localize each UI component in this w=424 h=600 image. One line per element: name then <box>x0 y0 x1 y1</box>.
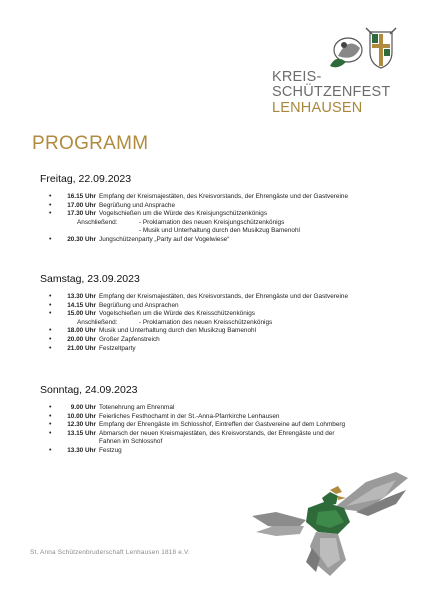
subline-label: Anschließend: <box>77 318 118 326</box>
schedule-item <box>58 202 400 211</box>
schedule-time: 13.30 Uhr <box>67 293 96 300</box>
schedule-subline <box>40 227 400 236</box>
day-heading: Samstag, 23.09.2023 <box>40 273 140 285</box>
schedule-item <box>58 413 400 422</box>
schedule-text: Totenehrung am Ehrenmal <box>99 404 175 411</box>
day-section-sunday <box>40 384 400 456</box>
schedule-text: Feierliches Festhochamt in der St.-Anna-Pfarrkirche Lenhausen <box>99 412 280 420</box>
subline-text: - Proklamation des neuen Kreisschützenkönigs <box>139 318 273 326</box>
footer-organization: St. Anna Schützenbruderschaft Lenhausen 1818 e.V. <box>30 549 190 556</box>
schedule-item <box>58 421 400 430</box>
schedule-list <box>40 447 400 456</box>
schedule-time: 20.30 Uhr <box>67 235 96 243</box>
schedule-time: 17.00 Uhr <box>67 201 96 209</box>
schedule-text: Begrüßung und Ansprachen <box>99 301 179 309</box>
schedule-text: Musik und Unterhaltung durch den Musikzug Bamenohl <box>99 327 257 335</box>
festival-logo <box>272 26 402 126</box>
schedule-list <box>40 193 400 219</box>
schedule-text: Festzug <box>99 446 122 454</box>
schedule-item <box>58 345 400 354</box>
schedule-item <box>58 430 400 439</box>
page-title: PROGRAMM <box>32 133 149 154</box>
subline-label: Anschließend: <box>77 218 118 226</box>
schedule-list <box>40 236 400 245</box>
schedule-text: Vogelschießen um die Würde des Kreisschützenkönigs <box>99 310 255 318</box>
logo-text-line2: SCHÜTZENFEST <box>272 84 391 100</box>
schedule-list <box>40 293 400 319</box>
shooting-festival-emblem-icon <box>320 26 398 70</box>
schedule-time: 20.00 Uhr <box>67 335 96 343</box>
schedule-list <box>40 404 400 438</box>
schedule-continuation: Fahnen im Schlosshof <box>99 438 163 446</box>
schedule-text: Vogelschießen um die Würde des Kreisjungschützenkönigs <box>99 210 268 218</box>
schedule-text: Jungschützenparty „Party auf der Vogelwiese“ <box>99 235 230 243</box>
schedule-text: Festzeltparty <box>99 344 136 352</box>
schedule-item <box>58 336 400 345</box>
schedule-time: 14.15 Uhr <box>67 301 96 309</box>
schedule-text: Empfang der Kreismajestäten, des Kreisvorstands, der Ehrengäste und der Gastvereine <box>99 193 349 200</box>
schedule-list <box>40 327 400 353</box>
logo-text-line3: LENHAUSEN <box>272 100 363 116</box>
schedule-item <box>58 210 400 219</box>
schedule-item <box>58 236 400 245</box>
schedule-time: 12.30 Uhr <box>67 421 96 429</box>
logo-text-line1: KREIS- <box>272 69 322 85</box>
day-heading: Sonntag, 24.09.2023 <box>40 384 138 396</box>
schedule-time: 21.00 Uhr <box>67 344 96 352</box>
subline-text: - Musik und Unterhaltung durch den Musikzug Bamenohl <box>139 227 300 235</box>
schedule-text: Großer Zapfenstreich <box>99 335 160 343</box>
day-section-friday <box>40 173 400 245</box>
schedule-time: 15.00 Uhr <box>67 310 96 318</box>
schedule-text: Abmarsch der neuen Kreismajestäten, des Kreisvorstands, der Ehrengäste und der <box>99 429 335 437</box>
schedule-subline <box>40 319 400 328</box>
schedule-item <box>58 302 400 311</box>
schedule-time: 18.00 Uhr <box>67 327 96 335</box>
dove-illustration-icon <box>246 468 416 588</box>
schedule-item <box>58 447 400 456</box>
schedule-time: 17.30 Uhr <box>67 210 96 218</box>
day-section-saturday <box>40 273 400 353</box>
schedule-time: 16.15 Uhr <box>67 193 96 200</box>
schedule-text: Empfang der Ehrengäste im Schlosshof, Eintreffen der Gastvereine auf dem Lohmberg <box>99 421 346 429</box>
schedule-text: Empfang der Kreismajestäten, des Kreisvorstands, der Ehrengäste und der Gastvereine <box>99 293 349 300</box>
schedule-item <box>58 193 400 202</box>
schedule-item <box>58 404 400 413</box>
schedule-time: 10.00 Uhr <box>67 412 96 420</box>
subline-text: - Proklamation des neuen Kreisjungschützenkönigs <box>139 218 285 226</box>
schedule-text: Begrüßung und Ansprache <box>99 201 176 209</box>
schedule-time: 13.30 Uhr <box>67 446 96 454</box>
schedule-item <box>58 293 400 302</box>
schedule-time: 13.15 Uhr <box>67 429 96 437</box>
schedule-item <box>58 327 400 336</box>
schedule-item <box>58 310 400 319</box>
day-heading: Freitag, 22.09.2023 <box>40 173 132 185</box>
schedule-time: 9.00 Uhr <box>70 404 96 411</box>
schedule-subline <box>40 219 400 228</box>
